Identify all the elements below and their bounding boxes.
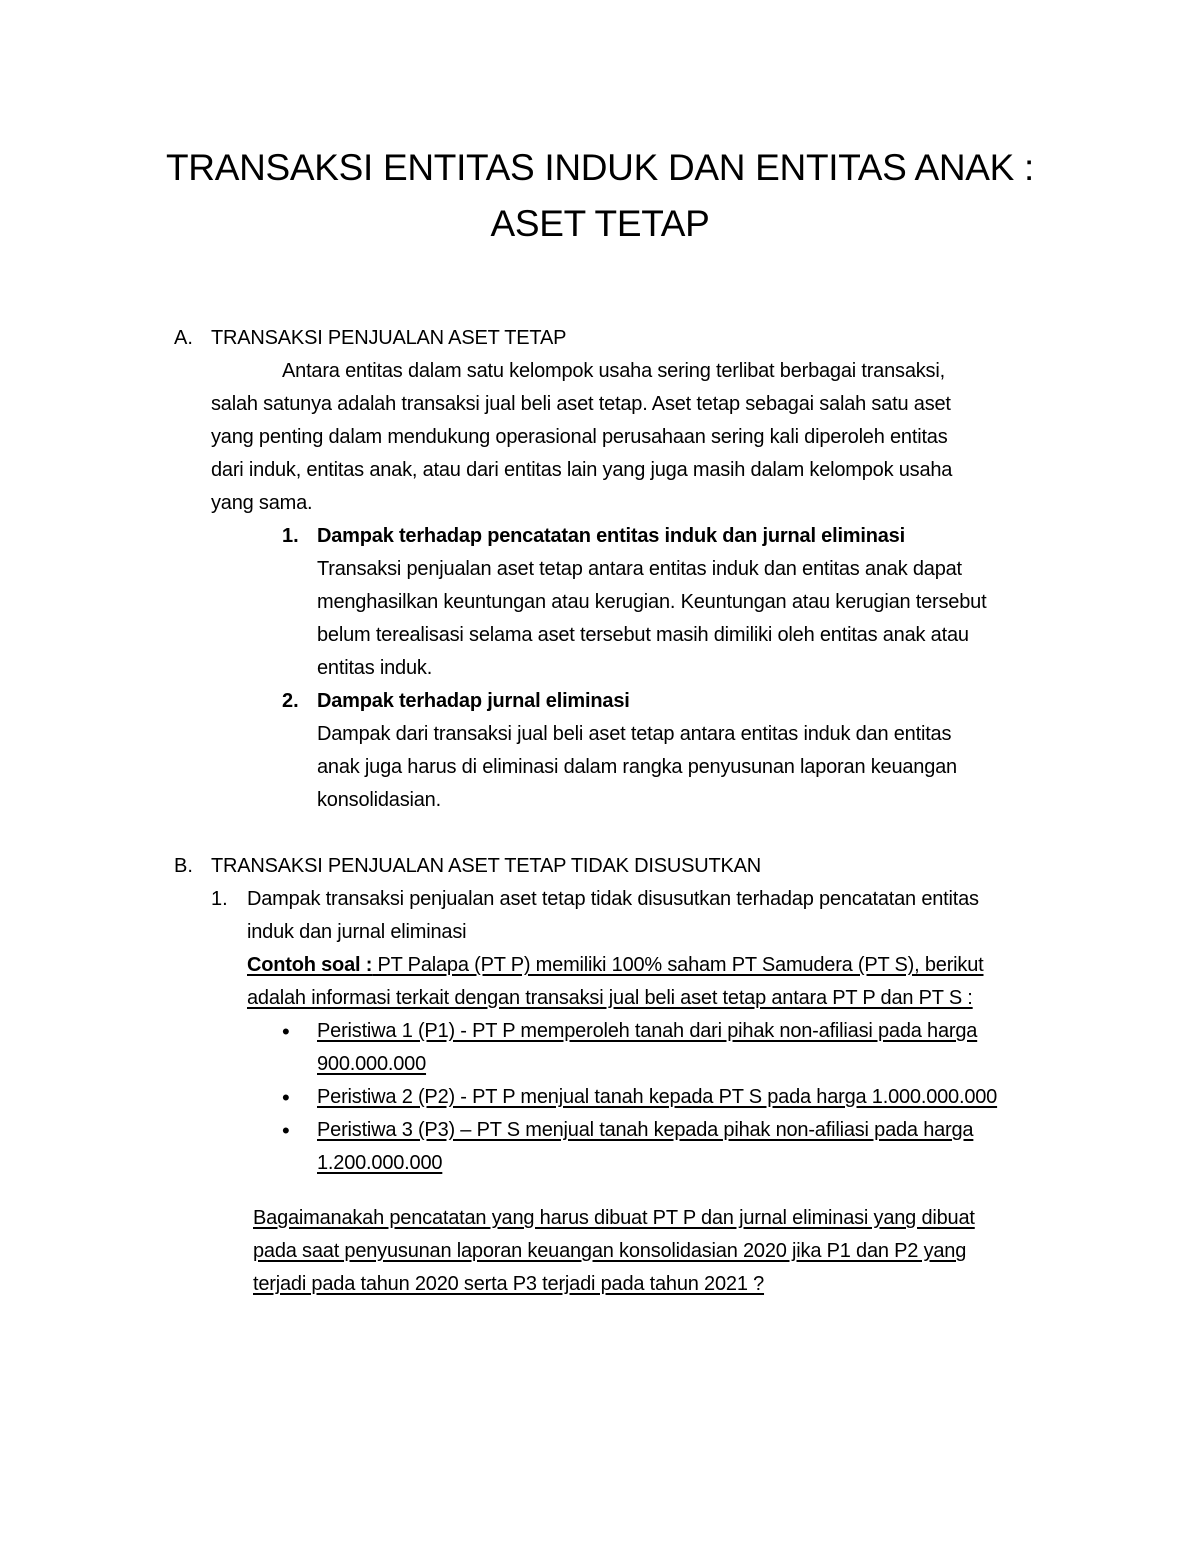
subitem-2-text-line: konsolidasian. [317, 789, 441, 811]
example-line-2: adalah informasi terkait dengan transaksi jual beli aset tetap antara PT P dan PT S : [247, 987, 973, 1009]
event-3-line: 1.200.000.000 [317, 1152, 443, 1174]
section-b-heading: TRANSAKSI PENJUALAN ASET TETAP TIDAK DISUSUTKAN [211, 855, 762, 877]
section-a-paragraph-line: salah satunya adalah transaksi jual beli aset tetap. Aset tetap sebagai salah satu aset [211, 393, 951, 415]
subitem-2-text-line: Dampak dari transaksi jual beli aset tetap antara entitas induk dan entitas [317, 723, 952, 745]
example-text: PT Palapa (PT P) memiliki 100% saham PT Samudera (PT S), berikut [372, 954, 984, 976]
question-line: Bagaimanakah pencatatan yang harus dibuat PT P dan jurnal eliminasi yang dibuat [253, 1207, 975, 1229]
bullet-icon: • [282, 1019, 290, 1044]
section-b-marker: B. [174, 855, 193, 877]
event-1-line: 900.000.000 [317, 1053, 427, 1075]
subitem-1-text-line: Transaksi penjualan aset tetap antara entitas induk dan entitas anak dapat [317, 558, 962, 580]
subitem-2-marker: 2. [282, 690, 299, 712]
section-a-paragraph-line: yang penting dalam mendukung operasional perusahaan sering kali diperoleh entitas [211, 426, 948, 448]
subitem-1-heading: Dampak terhadap pencatatan entitas induk dan jurnal eliminasi [317, 525, 905, 547]
subitem-2-text-line: anak juga harus di eliminasi dalam rangka penyusunan laporan keuangan [317, 756, 957, 778]
subitem-1-text-line: entitas induk. [317, 657, 433, 679]
bullet-icon: • [282, 1085, 290, 1110]
section-a-paragraph-line: Antara entitas dalam satu kelompok usaha sering terlibat berbagai transaksi, [282, 360, 945, 382]
section-a-marker: A. [174, 327, 193, 349]
subitem-2-heading: Dampak terhadap jurnal eliminasi [317, 690, 630, 712]
event-3-line: Peristiwa 3 (P3) – PT S menjual tanah kepada pihak non-afiliasi pada harga [317, 1119, 974, 1141]
example-label: Contoh soal : [247, 954, 373, 976]
question-line: pada saat penyusunan laporan keuangan konsolidasian 2020 jika P1 dan P2 yang [253, 1240, 967, 1262]
subitem-1-marker: 1. [282, 525, 299, 547]
question-line: terjadi pada tahun 2020 serta P3 terjadi pada tahun 2021 ? [253, 1273, 765, 1295]
section-a-heading: TRANSAKSI PENJUALAN ASET TETAP [211, 327, 567, 349]
subitem-1-text-line: menghasilkan keuntungan atau kerugian. Keuntungan atau kerugian tersebut [317, 591, 987, 613]
document-title: TRANSAKSI ENTITAS INDUK DAN ENTITAS ANAK : ASET TETAP [165, 147, 1034, 244]
section-b-item-line: Dampak transaksi penjualan aset tetap tidak disusutkan terhadap pencatatan entitas [247, 888, 979, 910]
subitem-1-text-line: belum terealisasi selama aset tersebut masih dimiliki oleh entitas anak atau [317, 624, 969, 646]
section-b-item-line: induk dan jurnal eliminasi [247, 921, 467, 943]
example-line-1 [247, 949, 984, 982]
event-1-line: Peristiwa 1 (P1) - PT P memperoleh tanah dari pihak non-afiliasi pada harga [317, 1020, 978, 1042]
section-b-item-marker: 1. [211, 888, 228, 910]
section-a-paragraph-line: dari induk, entitas anak, atau dari entitas lain yang juga masih dalam kelompok usaha [211, 459, 953, 481]
event-2-line: Peristiwa 2 (P2) - PT P menjual tanah kepada PT S pada harga 1.000.000.000 [317, 1086, 998, 1108]
section-a-paragraph-line: yang sama. [211, 492, 313, 514]
bullet-icon: • [282, 1118, 290, 1143]
